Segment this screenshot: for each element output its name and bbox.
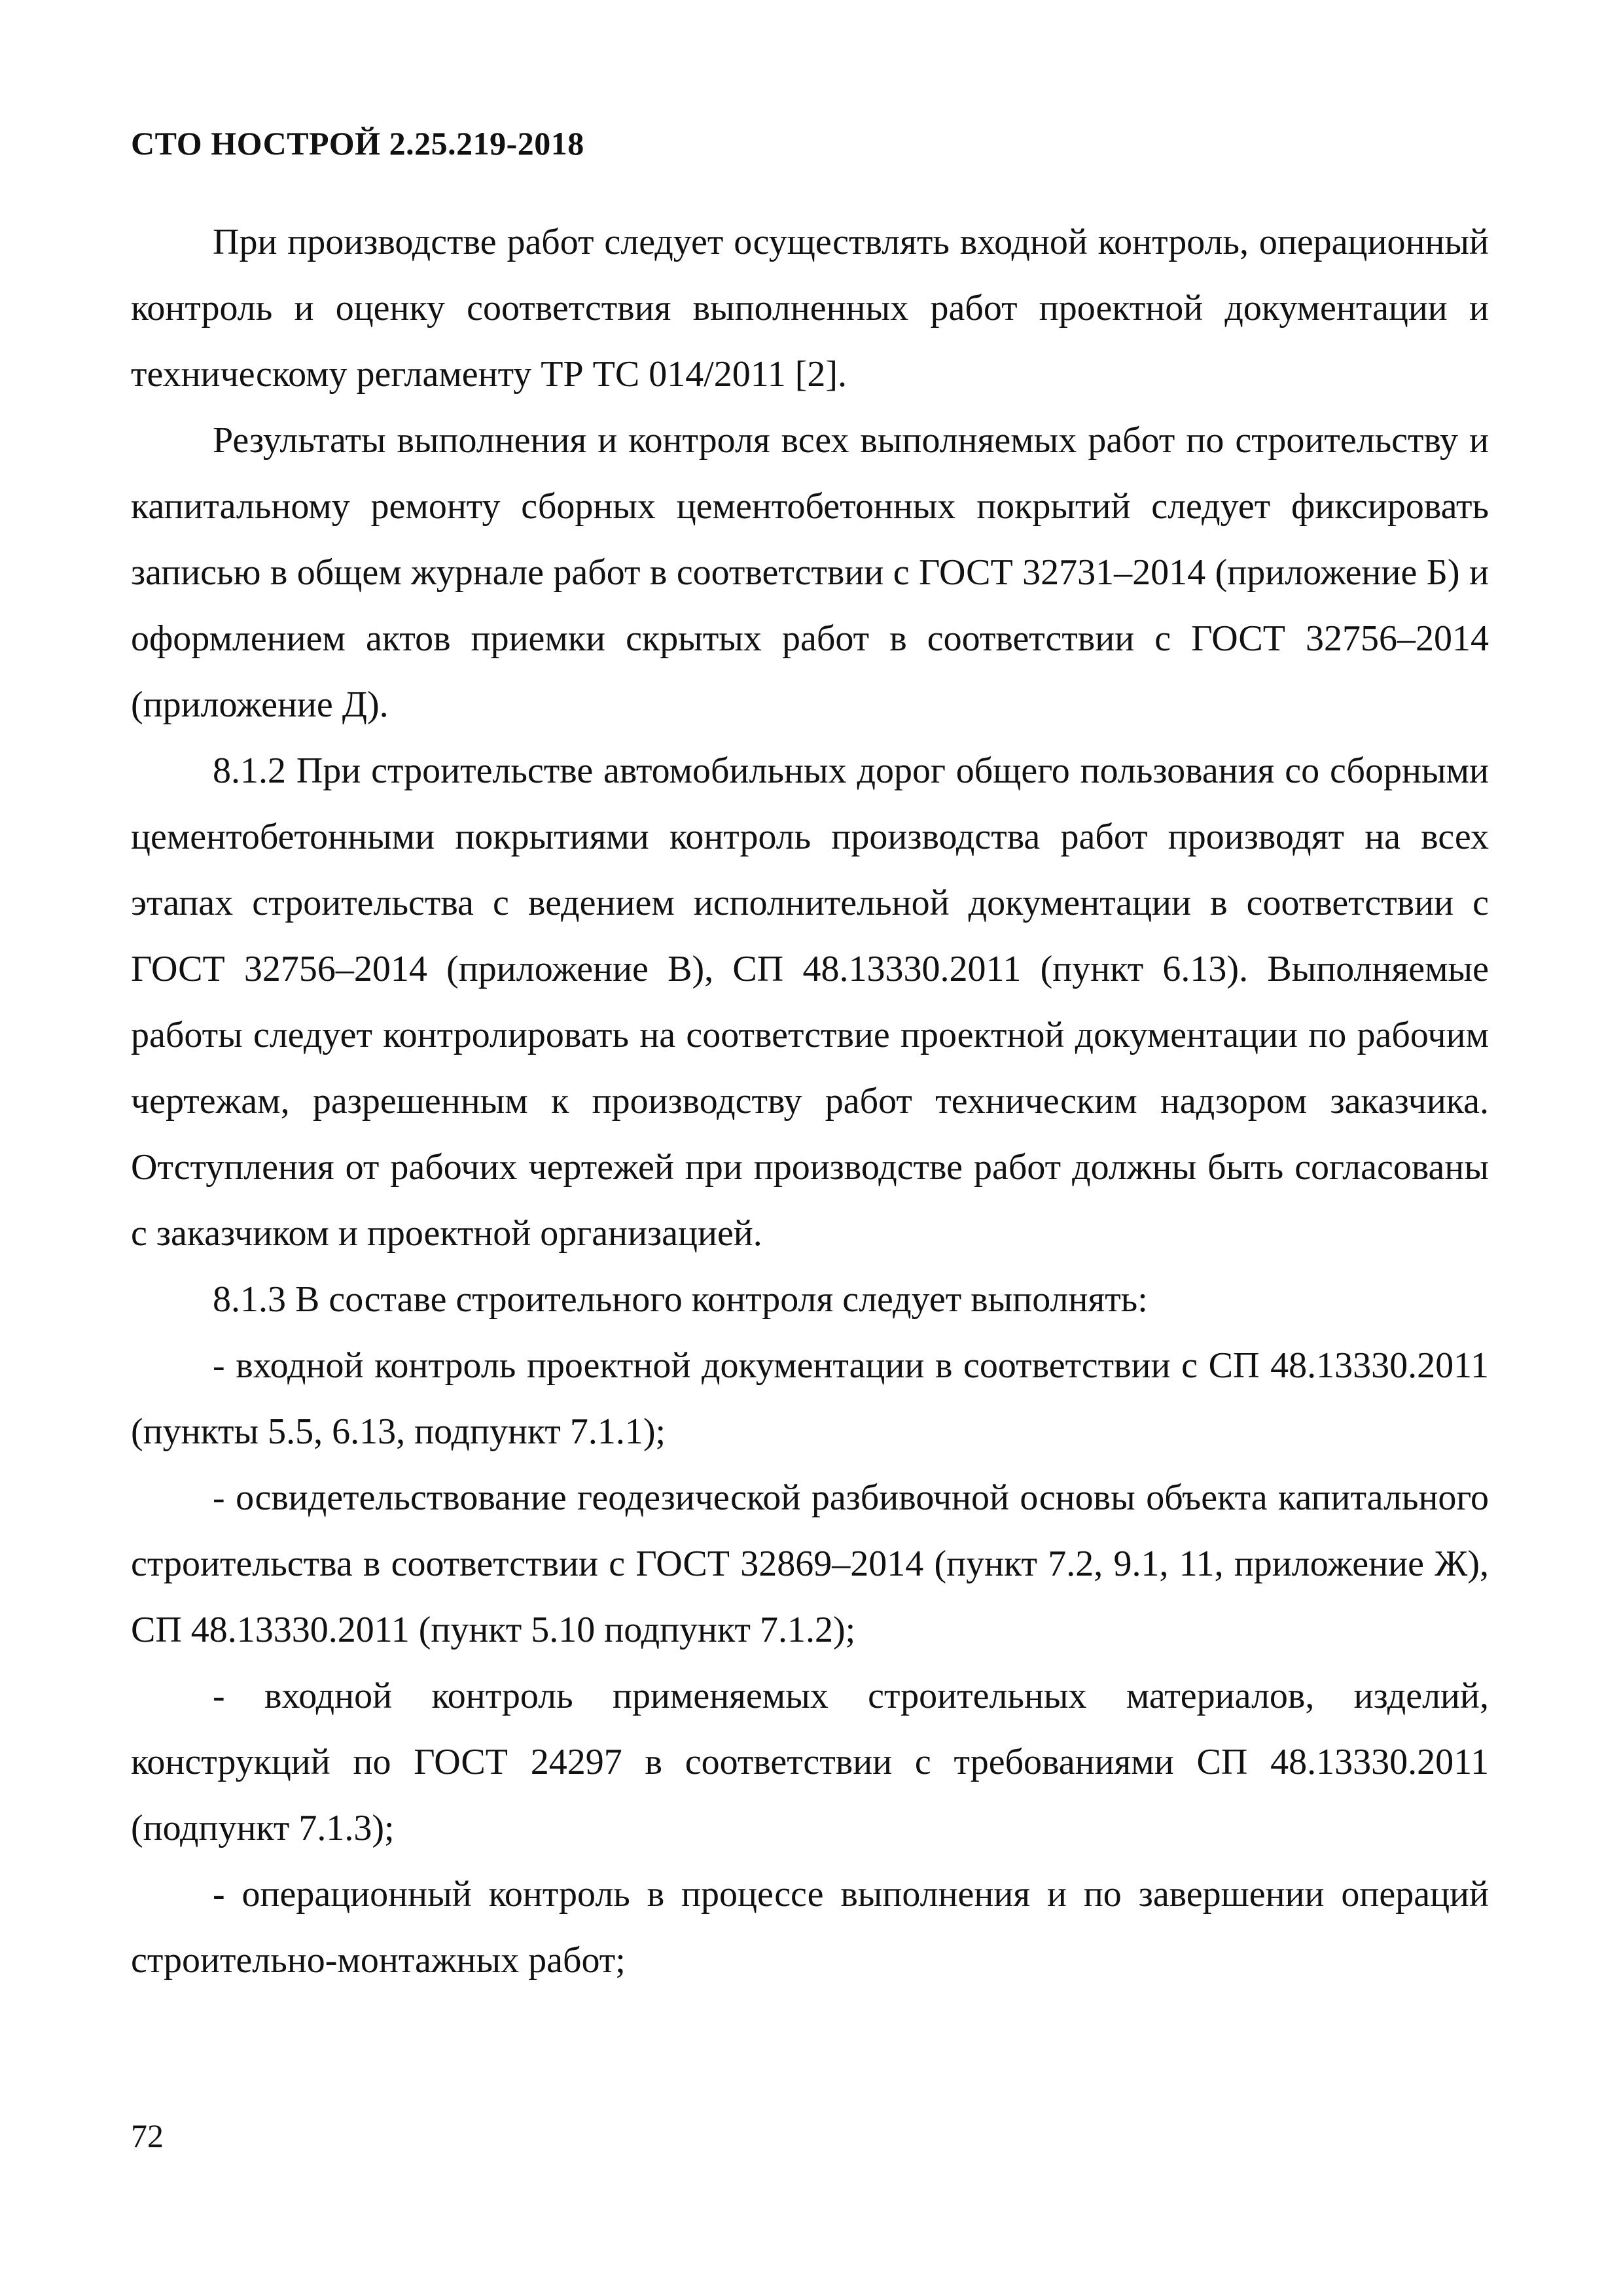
page-number: 72 [131,2117,164,2154]
paragraph: 8.1.3 В составе строительного контроля следует выполнять: [213,1279,1148,1320]
list-item: - операционный контроль в процессе выполнения и по завершении операций строительно-монтажных работ; [131,1874,1489,1981]
paragraph: 8.1.2 При строительстве автомобильных дорог общего пользования со сборными цементобетонными покрытиями контроль производства работ производят на всех этапах строительства с ведением исполнительной документации в соответствии с ГОСТ 32756–2014 (приложение В), СП 48.13330.2011 (пункт 6.13). Выполняемые работы следует контролировать на соответствие проектной документации по рабочим чертежам, разрешенным к производству работ техническим надзором заказчика. Отступления от рабочих чертежей при производстве работ должны быть согласованы с заказчиком и проектной организацией. [131,751,1489,1254]
list-item: - входной контроль проектной документации в соответствии с СП 48.13330.2011 (пункты 5.5, 6.13, подпункт 7.1.1); [131,1345,1489,1452]
document-header: СТО НОСТРОЙ 2.25.219-2018 [131,125,584,162]
list-item: - освидетельствование геодезической разбивочной основы объекта капитального строительства в соответствии с ГОСТ 32869–2014 (пункт 7.2, 9.1, 11, приложение Ж), СП 48.13330.2011 (пункт 5.10 подпункт 7.1.2); [131,1477,1489,1650]
paragraph: Результаты выполнения и контроля всех выполняемых работ по строительству и капитальному ремонту сборных цементобетонных покрытий следует фиксировать записью в общем журнале работ в соответствии с ГОСТ 32731–2014 (приложение Б) и оформлением актов приемки скрытых работ в соответствии с ГОСТ 32756–2014 (приложение Д). [131,420,1489,725]
paragraph: При производстве работ следует осуществлять входной контроль, операционный контроль и оценку соответствия выполненных работ проектной документации и техническому регламенту ТР ТС 014/2011 [2]. [131,222,1489,395]
list-item: - входной контроль применяемых строительных материалов, изделий, конструкций по ГОСТ 24297 в соответствии с требованиями СП 48.13330.2011 (подпункт 7.1.3); [131,1676,1489,1848]
document-body [131,209,1489,1994]
